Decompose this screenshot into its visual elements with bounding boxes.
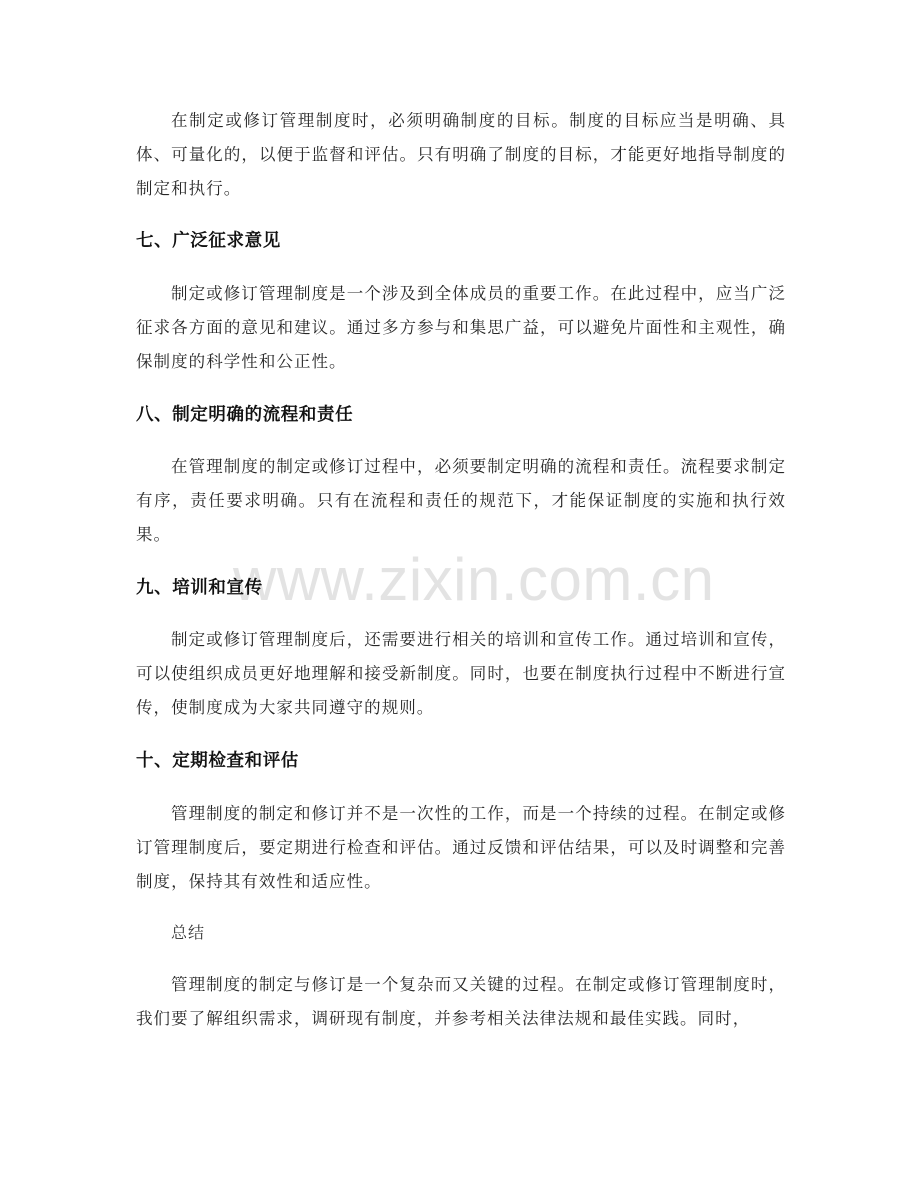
heading-section-7: 七、广泛征求意见 xyxy=(136,231,281,251)
paragraph-summary: 管理制度的制定与修订是一个复杂而又关键的过程。在制定或修订管理制度时，我们要了解组织需求，调研现有制度，并参考相关法律法规和最佳实践。同时， xyxy=(136,975,786,1028)
heading-section-9: 九、培训和宣传 xyxy=(136,578,263,598)
summary-label: 总结 xyxy=(171,923,206,942)
paragraph-section-10: 管理制度的制定和修订并不是一次性的工作，而是一个持续的过程。在制定或修订管理制度后，要定期进行检查和评估。通过反馈和评估结果，可以及时调整和完善制度，保持其有效性和适应性。 xyxy=(136,804,786,891)
paragraph-section-7: 制定或修订管理制度是一个涉及到全体成员的重要工作。在此过程中，应当广泛征求各方面的意见和建议。通过多方参与和集思广益，可以避免片面性和主观性，确保制度的科学性和公正性。 xyxy=(136,284,786,371)
heading-section-10: 十、定期检查和评估 xyxy=(136,751,299,771)
watermark-text: www.zixin.com.cn xyxy=(233,546,715,613)
paragraph-section-8: 在管理制度的制定或修订过程中，必须要制定明确的流程和责任。流程要求制定有序，责任要求明确。只有在流程和责任的规范下，才能保证制度的实施和执行效果。 xyxy=(136,457,786,544)
paragraph-section-9: 制定或修订管理制度后，还需要进行相关的培训和宣传工作。通过培训和宣传，可以使组织成员更好地理解和接受新制度。同时，也要在制度执行过程中不断进行宣传，使制度成为大家共同遵守的规则。 xyxy=(136,630,786,717)
paragraph-goals: 在制定或修订管理制度时，必须明确制度的目标。制度的目标应当是明确、具体、可量化的，以便于监督和评估。只有明确了制度的目标，才能更好地指导制度的制定和执行。 xyxy=(136,111,786,198)
heading-section-8: 八、制定明确的流程和责任 xyxy=(136,405,354,425)
